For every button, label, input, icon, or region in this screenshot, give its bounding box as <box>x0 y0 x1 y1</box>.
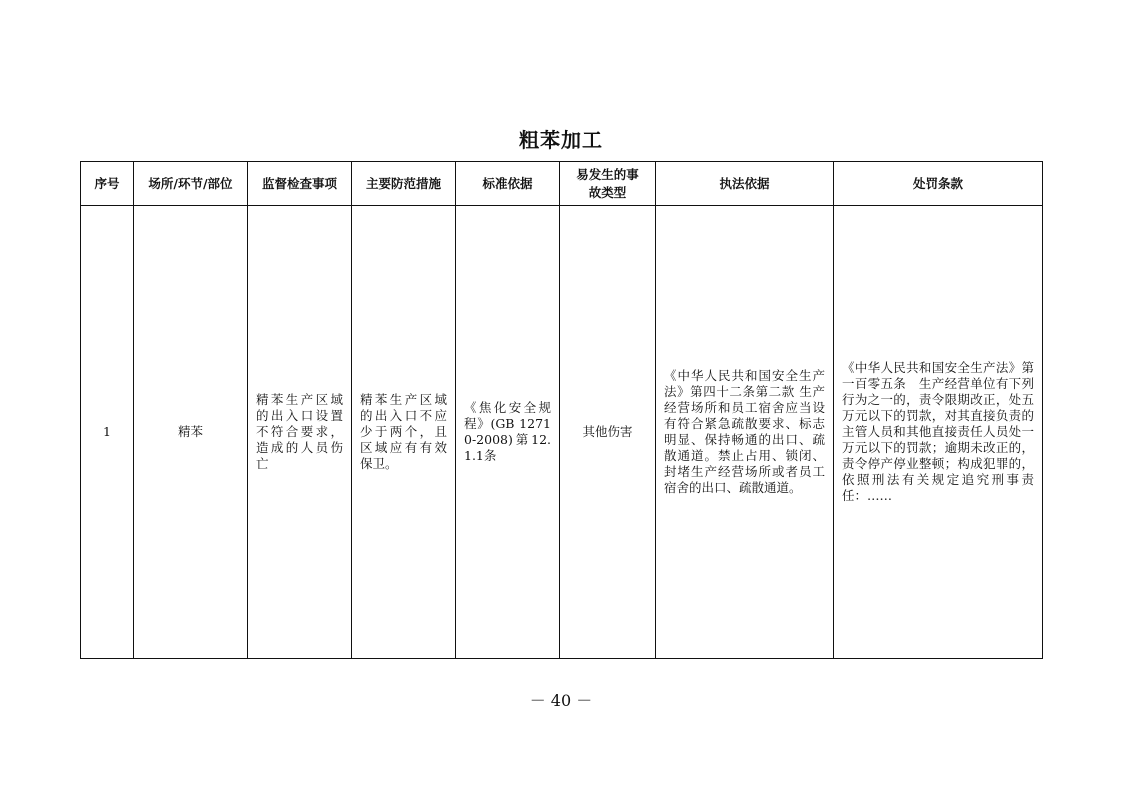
header-index: 序号 <box>81 162 134 206</box>
cell-legal-basis: 《中华人民共和国安全生产法》第四十二条第二款 生产经营场所和员工宿舍应当设有符合紧急疏散要求、标志明显、保持畅通的出口、疏散通道。禁止占用、锁闭、封堵生产经营场所或者员工宿舍的出口、疏散通道。 <box>656 206 834 659</box>
cell-inspection-item: 精苯生产区域的出入口设置不符合要求，造成的人员伤亡 <box>248 206 352 659</box>
header-accident-type-line1: 易发生的事 <box>576 166 639 182</box>
cell-prevention: 精苯生产区域的出入口不应少于两个，且区域应有有效保卫。 <box>352 206 456 659</box>
header-inspection-item: 监督检查事项 <box>248 162 352 206</box>
header-penalty: 处罚条款 <box>834 162 1043 206</box>
header-prevention: 主要防范措施 <box>352 162 456 206</box>
page-title: 粗苯加工 <box>519 128 603 152</box>
header-legal-basis: 执法依据 <box>656 162 834 206</box>
cell-location: 精苯 <box>134 206 248 659</box>
regulation-table <box>80 161 1043 659</box>
cell-standard: 《焦化安全规程》(GB 12710-2008)第12.1.1条 <box>456 206 560 659</box>
header-standard: 标准依据 <box>456 162 560 206</box>
page-number: － 40 － <box>529 691 593 710</box>
table-row <box>81 206 1043 659</box>
header-accident-type <box>560 162 656 206</box>
cell-accident-type: 其他伤害 <box>560 206 656 659</box>
cell-index: 1 <box>81 206 134 659</box>
cell-penalty: 《中华人民共和国安全生产法》第一百零五条 生产经营单位有下列行为之一的，责令限期改正，处五万元以下的罚款，对其直接负责的主管人员和其他直接责任人员处一万元以下的罚款；逾期未改正的，责令停产停业整顿；构成犯罪的，依照刑法有关规定追究刑事责任：…… <box>834 206 1043 659</box>
table-header-row <box>81 162 1043 206</box>
header-location: 场所/环节/部位 <box>134 162 248 206</box>
header-accident-type-line2: 故类型 <box>588 184 627 200</box>
